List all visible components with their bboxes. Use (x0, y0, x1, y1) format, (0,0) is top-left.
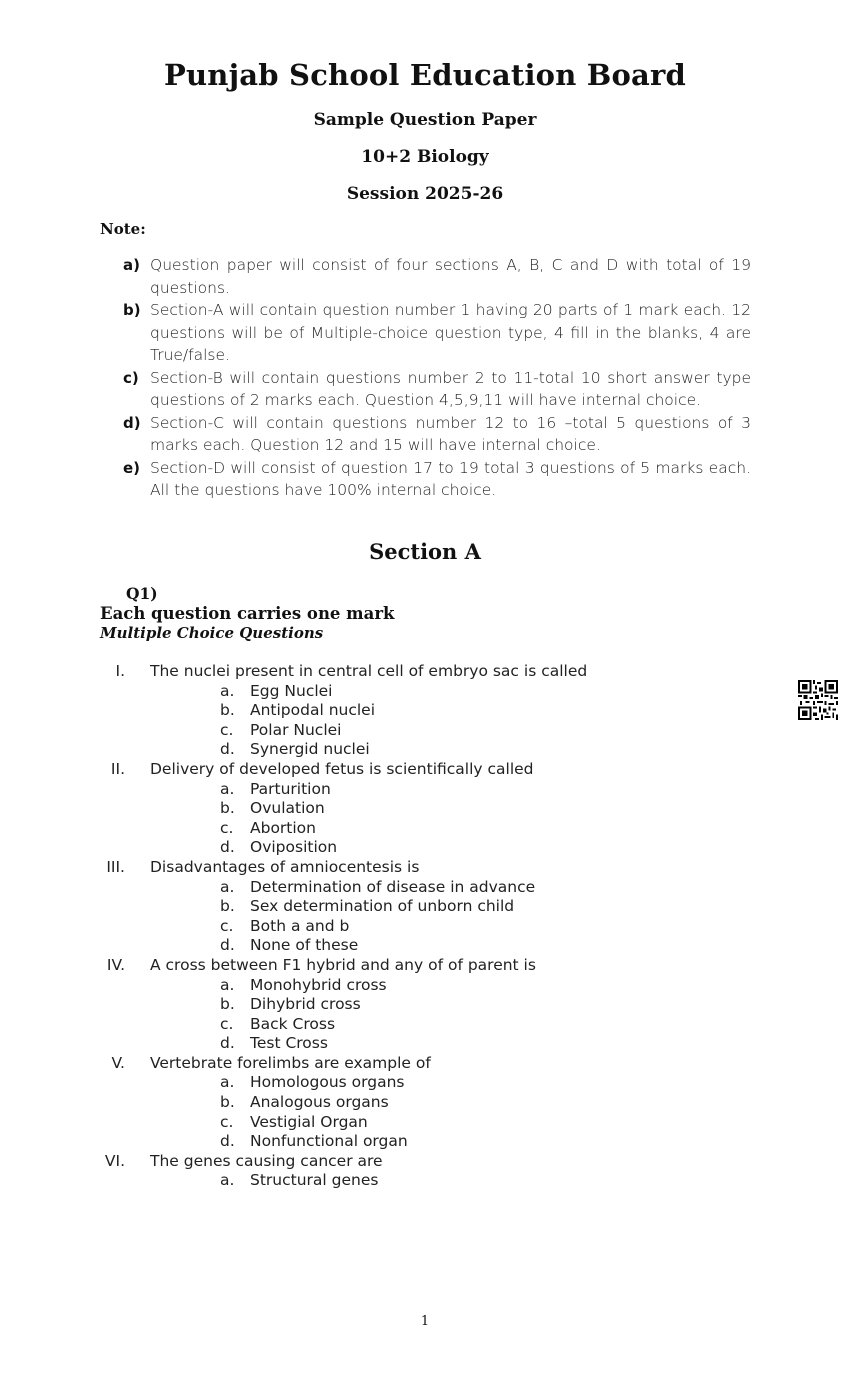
option-label: c. (220, 818, 234, 837)
question-text: Disadvantages of amniocentesis is (150, 857, 420, 876)
option-text: Analogous organs (250, 1093, 389, 1112)
option-label: d. (220, 740, 235, 759)
question-roman-numeral: I. (115, 662, 125, 680)
option-text: Structural genes (250, 1171, 379, 1190)
qr-code-icon (798, 680, 838, 720)
note-item (123, 412, 751, 457)
question-text: The genes causing cancer are (150, 1151, 383, 1170)
question-roman-numeral: II. (110, 759, 125, 778)
note-text: Section-D will consist of question 17 to 19 total 3 questions of 5 marks each. All the questions have 100% internal choice. (150, 458, 751, 499)
option-label: c. (220, 916, 234, 935)
option-label: a. (220, 1171, 235, 1190)
question-roman-numeral: IV. (106, 955, 125, 974)
question-row (0, 760, 850, 780)
option-row (0, 838, 850, 858)
note-text: Section-A will contain question number 1 having 20 parts of 1 mark each. 12 questions will be of Multiple-choice question type, 4 fill in the blanks, 4 are True/false. (150, 301, 751, 364)
note-marker: a) (123, 256, 140, 274)
option-row (0, 976, 850, 996)
option-row (0, 917, 850, 937)
option-label: b. (220, 1093, 235, 1112)
note-marker: e) (123, 458, 141, 477)
option-label: a. (220, 779, 235, 798)
question-row (0, 858, 850, 878)
option-row (0, 1015, 850, 1035)
note-marker: c) (123, 368, 139, 387)
option-row (0, 1034, 850, 1054)
note-item (123, 367, 751, 412)
option-text: Parturition (250, 779, 331, 798)
option-label: b. (220, 701, 235, 720)
option-row (0, 1113, 850, 1133)
note-text: Question paper will consist of four sections A, B, C and D with total of 19 questions. (150, 256, 751, 297)
option-row (0, 799, 850, 819)
option-row (0, 1132, 850, 1152)
option-text: Back Cross (250, 1014, 336, 1033)
question-text: Vertebrate forelimbs are example of (150, 1053, 431, 1072)
question-row (0, 1152, 850, 1172)
option-label: d. (220, 1034, 235, 1053)
note-text: Section-B will contain questions number 2 to 11-total 10 short answer type questions of 2 marks each. Question 4,5,9,11 will have internal choice. (150, 368, 751, 409)
marks-heading: Each question carries one mark (100, 604, 395, 623)
option-label: c. (220, 720, 234, 739)
option-label: b. (220, 995, 235, 1014)
section-title: Section A (369, 539, 481, 564)
option-text: Monohybrid cross (250, 975, 387, 994)
question-row (0, 1054, 850, 1074)
option-text: Nonfunctional organ (250, 1132, 408, 1151)
paper-title: Sample Question Paper (313, 110, 537, 130)
option-label: a. (220, 681, 235, 700)
question-number: Q1) (126, 584, 158, 603)
option-row (0, 1171, 850, 1191)
option-label: a. (220, 877, 235, 896)
board-title: Punjab School Education Board (164, 58, 686, 92)
option-row (0, 936, 850, 956)
note-text: Section-C will contain questions number 12 to 16 –total 5 questions of 3 marks each. Question 12 and 15 will have internal choice. (150, 413, 751, 454)
question-roman-numeral: III. (106, 857, 125, 876)
option-text: Homologous organs (250, 1073, 405, 1092)
option-label: a. (220, 975, 235, 994)
option-text: Polar Nuclei (250, 720, 342, 739)
option-text: Test Cross (250, 1034, 328, 1053)
option-row (0, 740, 850, 760)
option-text: Egg Nuclei (250, 681, 333, 700)
question-list (0, 662, 850, 1191)
note-item (123, 457, 751, 502)
page-number: 1 (420, 1314, 430, 1329)
question-text: The nuclei present in central cell of embryo sac is called (150, 662, 588, 680)
option-row (0, 819, 850, 839)
option-row (0, 721, 850, 741)
option-label: d. (220, 838, 235, 857)
option-row (0, 878, 850, 898)
note-marker: d) (123, 413, 141, 432)
question-text: Delivery of developed fetus is scientifically called (150, 759, 534, 778)
option-row (0, 995, 850, 1015)
note-item (123, 254, 751, 299)
option-row (0, 780, 850, 800)
option-row (0, 701, 850, 721)
option-row (0, 1073, 850, 1093)
option-row (0, 897, 850, 917)
option-text: Oviposition (250, 838, 338, 857)
option-label: c. (220, 1014, 234, 1033)
option-row (0, 682, 850, 702)
option-label: d. (220, 936, 235, 955)
option-text: Ovulation (250, 799, 325, 818)
option-label: a. (220, 1073, 235, 1092)
subject-title: 10+2 Biology (361, 147, 489, 167)
option-text: Both a and b (250, 916, 350, 935)
option-text: Abortion (250, 818, 316, 837)
option-label: c. (220, 1112, 234, 1131)
option-text: Dihybrid cross (250, 995, 361, 1014)
note-item (123, 299, 751, 367)
question-text: A cross between F1 hybrid and any of of parent is (150, 955, 536, 974)
option-text: Synergid nuclei (250, 740, 370, 759)
option-text: Sex determination of unborn child (250, 897, 515, 916)
option-label: b. (220, 799, 235, 818)
option-text: Determination of disease in advance (250, 877, 536, 896)
mcq-heading: Multiple Choice Questions (100, 624, 324, 642)
option-label: d. (220, 1132, 235, 1151)
note-marker: b) (123, 301, 141, 319)
session-title: Session 2025-26 (346, 184, 504, 204)
question-roman-numeral: V. (111, 1053, 125, 1072)
option-text: Antipodal nuclei (250, 701, 376, 720)
note-list (123, 254, 751, 502)
option-label: b. (220, 897, 235, 916)
question-roman-numeral: VI. (104, 1151, 125, 1170)
note-label: Note: (100, 220, 146, 238)
option-text: Vestigial Organ (250, 1112, 368, 1131)
question-row (0, 662, 850, 682)
option-row (0, 1093, 850, 1113)
question-row (0, 956, 850, 976)
option-text: None of these (250, 936, 359, 955)
